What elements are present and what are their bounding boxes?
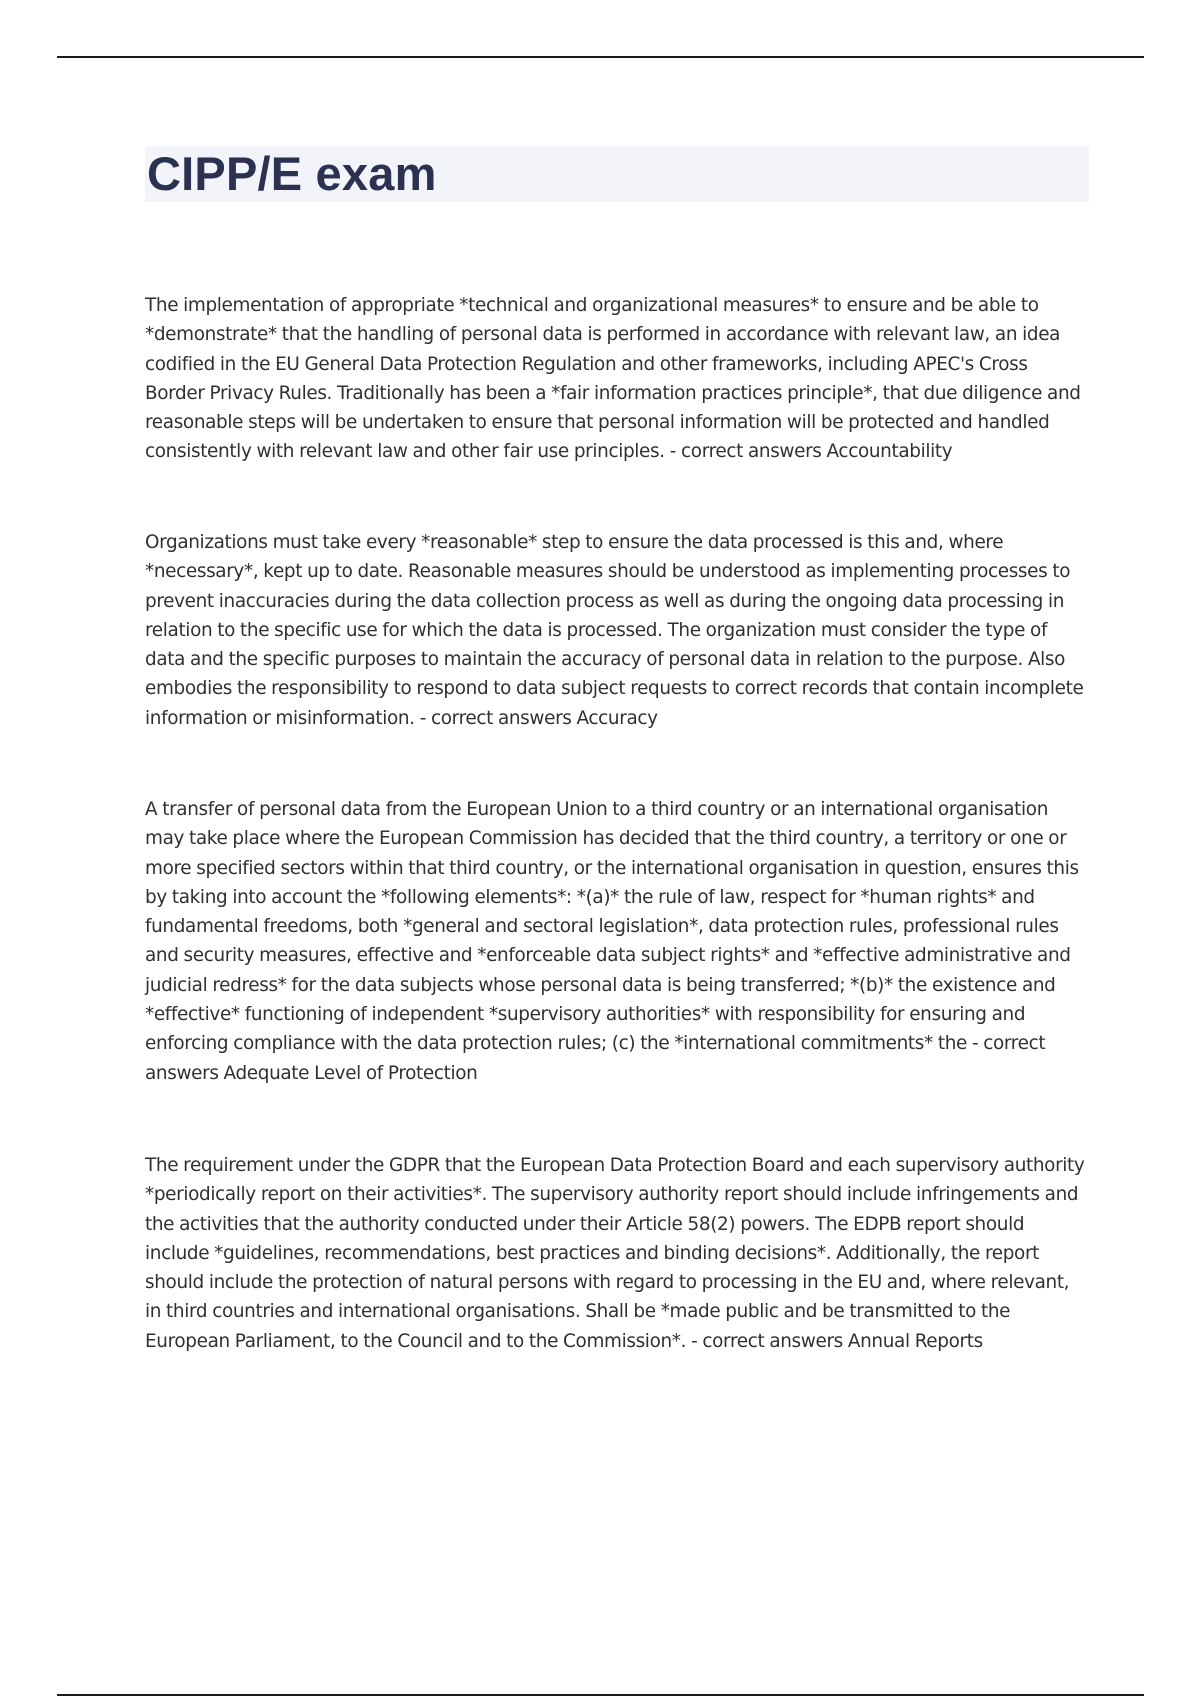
bottom-rule — [57, 1694, 1144, 1696]
top-rule — [57, 56, 1144, 58]
page-title: CIPP/E exam — [147, 147, 437, 200]
flashcard-annual-reports: The requirement under the GDPR that the European Data Protection Board and each supervisory authority *periodically report on their activities*. The supervisory authority report should include infringements and the activities that the authority conducted under their Article 58(2) powers. The EDPB report should include *guidelines, recommendations, best practices and binding decisions*. Additionally, the report should include the protection of natural persons with regard to processing in the EU and, where relevant, in third countries and international organisations. Shall be *made public and be transmitted to the European Parliament, to the Council and to the Commission*. - correct answers Annual Reports — [145, 1155, 1085, 1352]
flashcard-accuracy: Organizations must take every *reasonable* step to ensure the data processed is this and, where *necessary*, kept up to date. Reasonable measures should be understood as implementing processes to prevent inaccuracies during the data collection process as well as during the ongoing data processing in relation to the specific use for which the data is processed. The organization must consider the type of data and the specific purposes to maintain the accuracy of personal data in relation to the purpose. Also embodies the responsibility to respond to data subject requests to correct records that contain incomplete information or misinformation. - correct answers Accuracy — [145, 532, 1084, 729]
flashcard-adequate-level-of-protection: A transfer of personal data from the European Union to a third country or an international organisation may take place where the European Commission has decided that the third country, a territory or one or more specified sectors within that third country, or the international organisation in question, ensures this by taking into account the *following elements*: *(a)* the rule of law, respect for *human rights* and fundamental freedoms, both *general and sectoral legislation*, data protection rules, professional rules and security measures, effective and *enforceable data subject rights* and *effective administrative and judicial redress* for the data subjects whose personal data is being transferred; *(b)* the existence and *effective* functioning of independent *supervisory authorities* with responsibility for ensuring and enforcing compliance with the data protection rules; (c) the *international commitments* the - correct answers Adequate Level of Protection — [145, 799, 1079, 1084]
flashcard-accountability: The implementation of appropriate *technical and organizational measures* to ensure and be able to *demonstrate* that the handling of personal data is performed in accordance with relevant law, an idea codified in the EU General Data Protection Regulation and other frameworks, including APEC's Cross Border Privacy Rules. Traditionally has been a *fair information practices principle*, that due diligence and reasonable steps will be undertaken to ensure that personal information will be protected and handled consistently with relevant law and other fair use principles. - correct answers Accountability — [145, 295, 1081, 463]
